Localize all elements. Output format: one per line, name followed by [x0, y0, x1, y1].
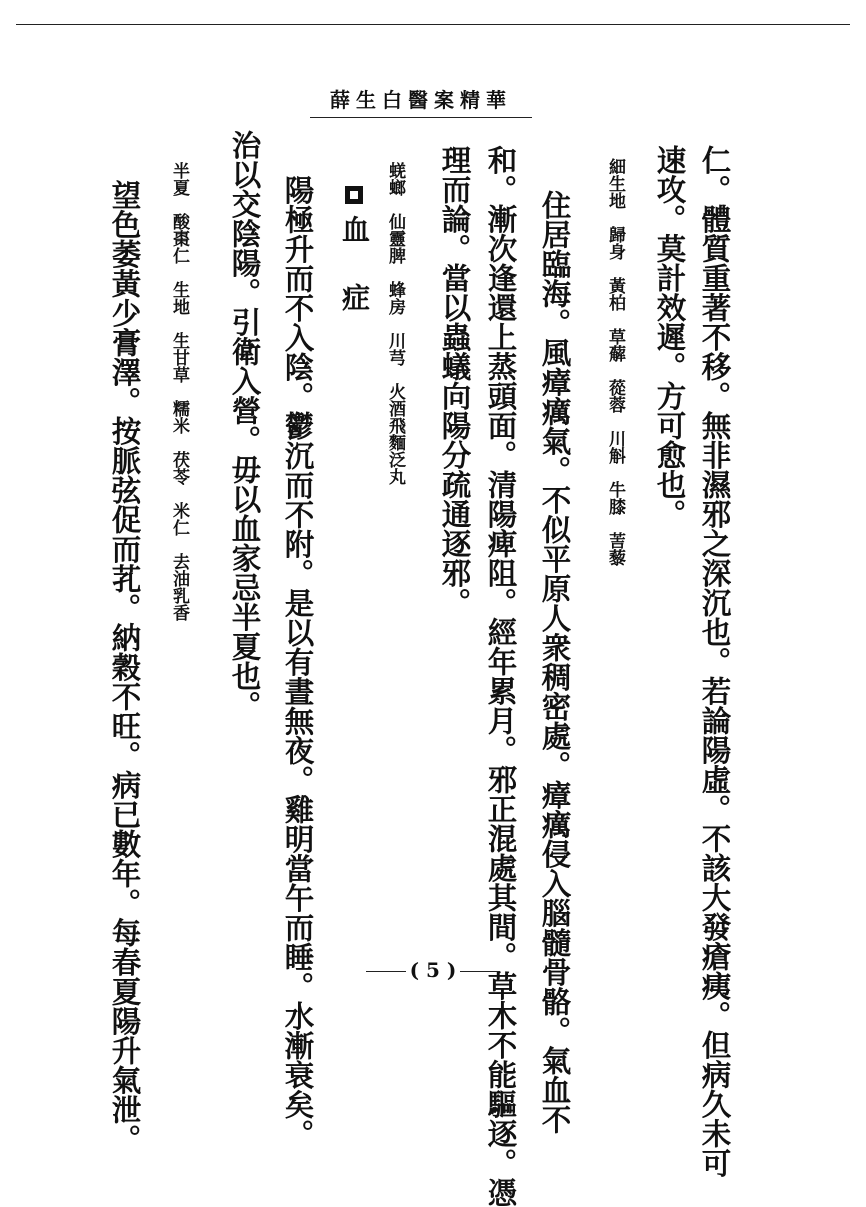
- section-heading: [338, 186, 371, 318]
- text-column-7: 治以交陰陽。引衛入營。毋以血家忌半夏也。: [227, 130, 263, 720]
- text-column-4: 和。漸次逢還上蒸頭面。清陽痺阻。經年累月。邪正混處其間。草木不能驅逐。憑: [483, 145, 519, 1207]
- text-column-8: 望色萎黃少膏澤。按脈弦促而芤。納穀不旺。病已數年。每春夏陽升氣泄。: [107, 180, 143, 1154]
- header-rule: [310, 117, 532, 118]
- section-mark-icon: [345, 186, 363, 204]
- prescription-3: 半夏 酸棗仁 生地 生甘草 糯米 茯苓 米仁 去油乳香: [169, 162, 189, 621]
- page-number: ( 5 ): [0, 958, 866, 982]
- folio-dash-right: [460, 971, 500, 972]
- text-column-3: 住居臨海。風瘴癘氣。不似平原人衆稠密處。瘴癘侵入腦髓骨骼。氣血不: [537, 190, 573, 1134]
- top-rule: [16, 24, 850, 25]
- page-number-value: 5: [426, 958, 440, 982]
- text-column-1: 仁。體質重著不移。無非濕邪之深沉也。若論陽虛。不該大發瘡痍。但病久未可: [697, 145, 733, 1178]
- section-heading-text: 血 症: [338, 215, 371, 318]
- prescription-2: 蜣螂 仙靈脾 蜂房 川芎 火酒飛麵泛丸: [385, 162, 405, 485]
- folio-dash-left: [366, 971, 406, 972]
- running-header: 薛生白醫案精華: [330, 88, 512, 112]
- text-column-5: 理而論。當以蟲蟻向陽分疏通逐邪。: [437, 145, 473, 617]
- text-column-6: 陽極升而不入陰。鬱沉而不附。是以有晝無夜。雞明當午而睡。水漸衰矣。: [280, 175, 316, 1149]
- text-column-2: 速攻。莫計效遲。方可愈也。: [652, 145, 688, 529]
- prescription-1: 細生地 歸身 黃柏 草薢 蓯蓉 川斛 牛膝 䓀藜: [605, 158, 625, 566]
